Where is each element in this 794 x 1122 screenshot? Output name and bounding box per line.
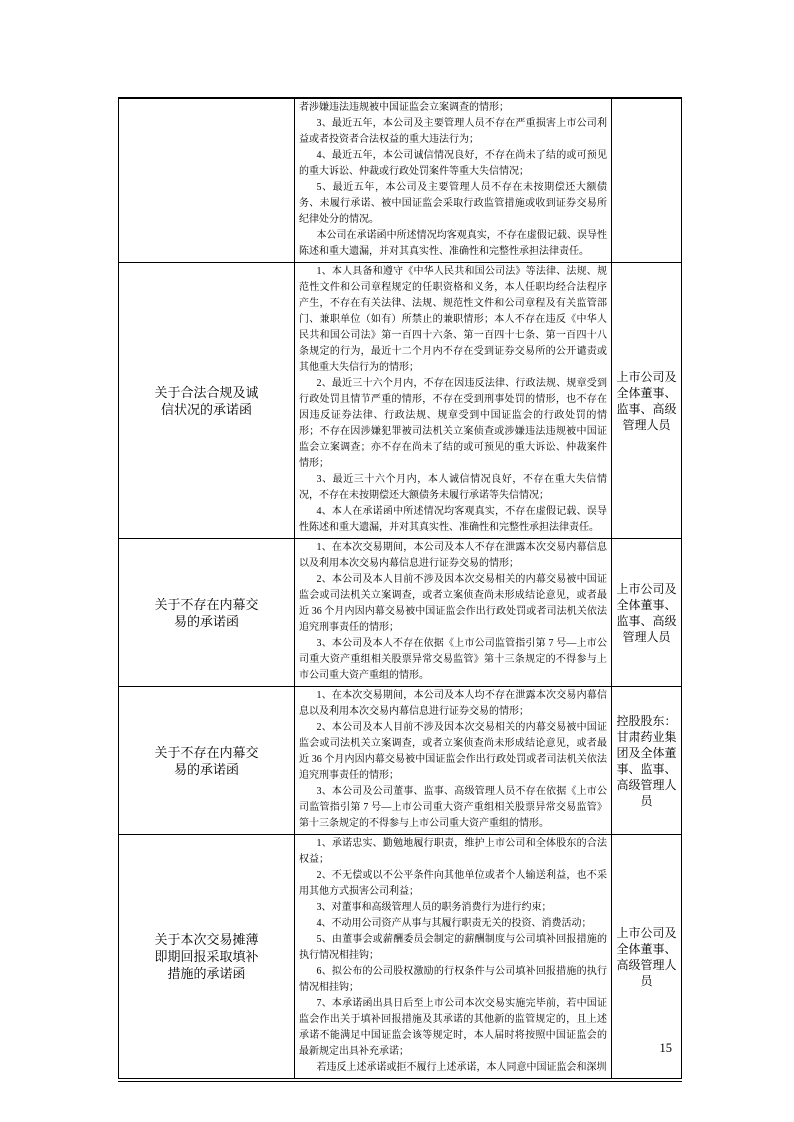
commitment-paragraph: 3、本公司及本人不存在依据《上市公司监管指引第 7 号—上市公司重大资产重组相关股票异常交易监管》第十三条规定的不得参与上市公司重大资产重组的情形。 xyxy=(299,638,607,681)
commitment-paragraph: 3、最近五年，本公司及主要管理人员不存在严重损害上市公司利益或者投资者合法权益的重大违法行为； xyxy=(299,118,607,145)
commitment-content-cell xyxy=(295,835,612,1081)
commitment-party: 上市公司及全体董事、高级管理人员 xyxy=(616,925,677,988)
commitment-paragraph: 3、最近三十六个月内，本人诚信情况良好，不存在重大失信情况，不存在未按期偿还大额债务未履行承诺等失信情况； xyxy=(299,474,607,501)
commitment-content-cell xyxy=(295,263,612,539)
commitment-paragraph: 4、最近五年，本公司诚信情况良好，不存在尚未了结的或可预见的重大诉讼、仲裁或行政处罚案件等重大失信情况； xyxy=(299,150,607,177)
commitment-paragraph: 6、拟公布的公司股权激励的行权条件与公司填补回报措施的执行情况相挂钩； xyxy=(299,966,607,993)
commitments-table xyxy=(118,97,682,1082)
commitment-label: 关于本次交易摊薄即期回报采取填补措施的承诺函 xyxy=(154,932,259,981)
commitment-label-cell xyxy=(119,98,295,263)
commitment-party: 控股股东：甘肃药业集团及全体董事、监事、高级管理人员 xyxy=(616,713,677,808)
commitment-content-cell xyxy=(295,539,612,687)
commitment-party: 上市公司及全体董事、监事、高级管理人员 xyxy=(616,581,677,644)
table-row xyxy=(119,263,682,539)
commitment-paragraph: 2、本公司及本人目前不涉及因本次交易相关的内幕交易被中国证监会或司法机关立案调查，或者立案侦查尚未形成结论意见，或者最近 36 个月内因内幕交易被中国证监会作出行政处罚或者司法机关依法追究刑事责任的情形； xyxy=(299,574,607,633)
commitment-paragraph: 3、本公司及公司董事、监事、高级管理人员不存在依据《上市公司监管指引第 7 号—上市公司重大资产重组相关股票异常交易监管》第十三条规定的不得参与上市公司重大资产重组的情形。 xyxy=(299,786,607,829)
commitment-paragraph: 2、最近三十六个月内，不存在因违反法律、行政法规、规章受到行政处罚且情节严重的情形，不存在受到刑事处罚的情形，也不存在因违反证券法律、行政法规、规章受到中国证监会的行政处罚的情形；不存在因涉嫌犯罪被司法机关立案侦查或涉嫌违法违规被中国证监会立案调查；亦不存在尚未了结的或可预见的重大诉讼、仲裁案件情形； xyxy=(299,378,607,469)
commitment-party: 上市公司及全体董事、监事、高级管理人员 xyxy=(616,369,677,432)
commitment-paragraph: 5、最近五年，本公司及主要管理人员不存在未按期偿还大额债务、未履行承诺、被中国证监会采取行政监管措施或收到证券交易所纪律处分的情况。 xyxy=(299,182,607,225)
commitment-paragraph: 7、本承诺函出具日后至上市公司本次交易实施完毕前，若中国证监会作出关于填补回报措施及其承诺的其他新的监管规定的，且上述承诺不能满足中国证监会该等规定时，本人届时将按照中国证监会的最新规定出具补充承诺； xyxy=(299,998,607,1057)
commitment-content-cell xyxy=(295,98,612,263)
table-row xyxy=(119,835,682,1081)
commitment-label-cell xyxy=(119,539,295,687)
table-row xyxy=(119,687,682,835)
commitment-paragraph: 1、承诺忠实、勤勉地履行职责，维护上市公司和全体股东的合法权益； xyxy=(299,838,607,865)
commitment-paragraph: 4、本人在承诺函中所述情况均客观真实，不存在虚假记载、误导性陈述和重大遗漏，并对其真实性、准确性和完整性承担法律责任。 xyxy=(299,506,607,533)
commitment-label-cell xyxy=(119,687,295,835)
commitment-party-cell xyxy=(612,98,682,263)
commitment-paragraph: 2、本公司及本人目前不涉及因本次交易相关的内幕交易被中国证监会或司法机关立案调查，或者立案侦查尚未形成结论意见，或者最近 36 个月内因内幕交易被中国证监会作出行政处罚或者司法机关依法追究刑事责任的情形； xyxy=(299,722,607,781)
commitment-label-cell xyxy=(119,263,295,539)
commitment-paragraph: 1、本人具备和遵守《中华人民共和国公司法》等法律、法规、规范性文件和公司章程规定的任职资格和义务，本人任职均经合法程序产生，不存在有关法律、法规、规范性文件和公司章程及有关监管部门、兼职单位（如有）所禁止的兼职情形；本人不存在违反《中华人民共和国公司法》第一百四十六条、第一百四十七条、第一百四十八条规定的行为，最近十二个月内不存在受到证券交易所的公开谴责或其他重大失信行为的情形； xyxy=(299,266,607,373)
commitment-paragraph: 5、由董事会或薪酬委员会制定的薪酬制度与公司填补回报措施的执行情况相挂钩； xyxy=(299,934,607,961)
commitment-label: 关于合法合规及诚信状况的承诺函 xyxy=(154,384,259,417)
commitment-label-cell xyxy=(119,835,295,1081)
commitment-paragraph: 3、对董事和高级管理人员的职务消费行为进行约束； xyxy=(316,902,552,913)
commitment-label: 关于不存在内幕交易的承诺函 xyxy=(154,744,259,777)
commitment-content-cell xyxy=(295,687,612,835)
commitment-paragraph: 本公司在承诺函中所述情况均客观真实，不存在虚假记载、误导性陈述和重大遗漏，并对其真实性、准确性和完整性承担法律责任。 xyxy=(299,230,607,257)
commitment-label: 关于不存在内幕交易的承诺函 xyxy=(154,596,259,629)
commitment-paragraph: 4、不动用公司资产从事与其履行职责无关的投资、消费活动； xyxy=(316,918,592,929)
table-row xyxy=(119,98,682,263)
commitment-paragraph: 1、在本次交易期间，本公司及本人不存在泄露本次交易内幕信息以及利用本次交易内幕信息进行证券交易的情形； xyxy=(299,542,607,569)
table-row xyxy=(119,539,682,687)
commitment-paragraph: 2、不无偿或以不公平条件向其他单位或者个人输送利益，也不采用其他方式损害公司利益； xyxy=(299,870,607,897)
commitment-paragraph: 1、在本次交易期间，本公司及本人均不存在泄露本次交易内幕信息以及利用本次交易内幕信息进行证券交易的情形； xyxy=(299,690,607,717)
commitment-party-cell xyxy=(612,263,682,539)
page-number: 15 xyxy=(659,1041,672,1055)
commitment-party-cell xyxy=(612,687,682,835)
commitments-table-body xyxy=(119,98,682,1080)
commitment-party-cell xyxy=(612,539,682,687)
commitment-paragraph: 者涉嫌违法违规被中国证监会立案调查的情形； xyxy=(299,102,509,113)
commitment-paragraph: 若违反上述承诺或拒不履行上述承诺，本人同意中国证监会和深圳 xyxy=(316,1062,607,1073)
